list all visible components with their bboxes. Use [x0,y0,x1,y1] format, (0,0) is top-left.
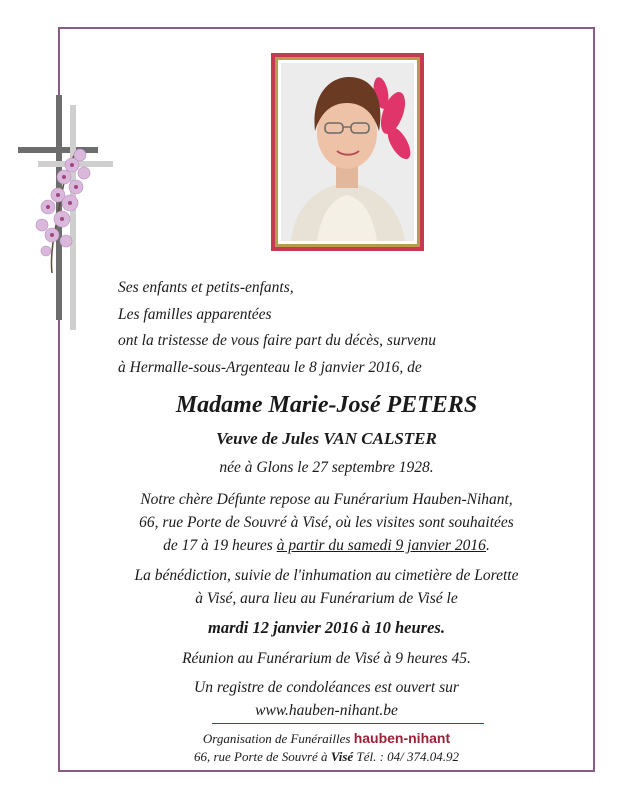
funeral-organisation [60,730,593,747]
portrait-photo [281,63,414,241]
intro-text [118,275,436,381]
footer-address [60,749,593,765]
address-city: Visé [330,749,354,764]
intro-line: ont la tristesse de vous faire part du décès, survenu [118,332,436,349]
visits-line-1: Notre chère Défunte repose au Funérarium Hauben-Nihant, [140,491,513,508]
phone-number: Tél. : 04/ 374.04.92 [356,749,460,764]
registry-url[interactable]: www.hauben-nihant.be [255,702,398,719]
widow-of: Veuve de Jules VAN CALSTER [216,429,437,448]
visits-period: . [485,537,490,554]
ceremony-line-1: La bénédiction, suivie de l'inhumation au cimetière de Lorette [134,567,519,584]
visits-line-3 [60,537,593,555]
intro-line: Ses enfants et petits-enfants, [118,279,294,296]
visits-line-2: 66, rue Porte de Souvré à Visé, où les visites sont souhaitées [139,514,514,531]
visits-start-date: à partir du samedi 9 janvier 2016 [276,537,486,554]
visits-hours: de 17 à 19 heures [163,537,277,554]
brand-logo: hauben-nihant [353,730,451,746]
intro-line: à Hermalle-sous-Argenteau le 8 janvier 2016, de [118,358,422,376]
registry-line: Un registre de condoléances est ouvert sur [194,679,459,696]
org-label: Organisation de Funérailles [202,731,351,746]
portrait-frame [271,53,424,251]
deceased-name: Madame Marie-José PETERS [175,392,478,418]
meeting-info: Réunion au Funérarium de Visé à 9 heures 45. [182,650,471,667]
cross-orchid-icon [18,95,118,335]
birth-info: née à Glons le 27 septembre 1928. [219,459,434,476]
ceremony-line-2: à Visé, aura lieu au Funérarium de Visé le [195,590,458,607]
footer-divider [212,723,484,724]
ceremony-datetime: mardi 12 janvier 2016 à 10 heures. [208,618,445,637]
intro-line: Les familles apparentées [118,305,272,323]
address-street: 66, rue Porte de Souvré à [193,749,328,764]
